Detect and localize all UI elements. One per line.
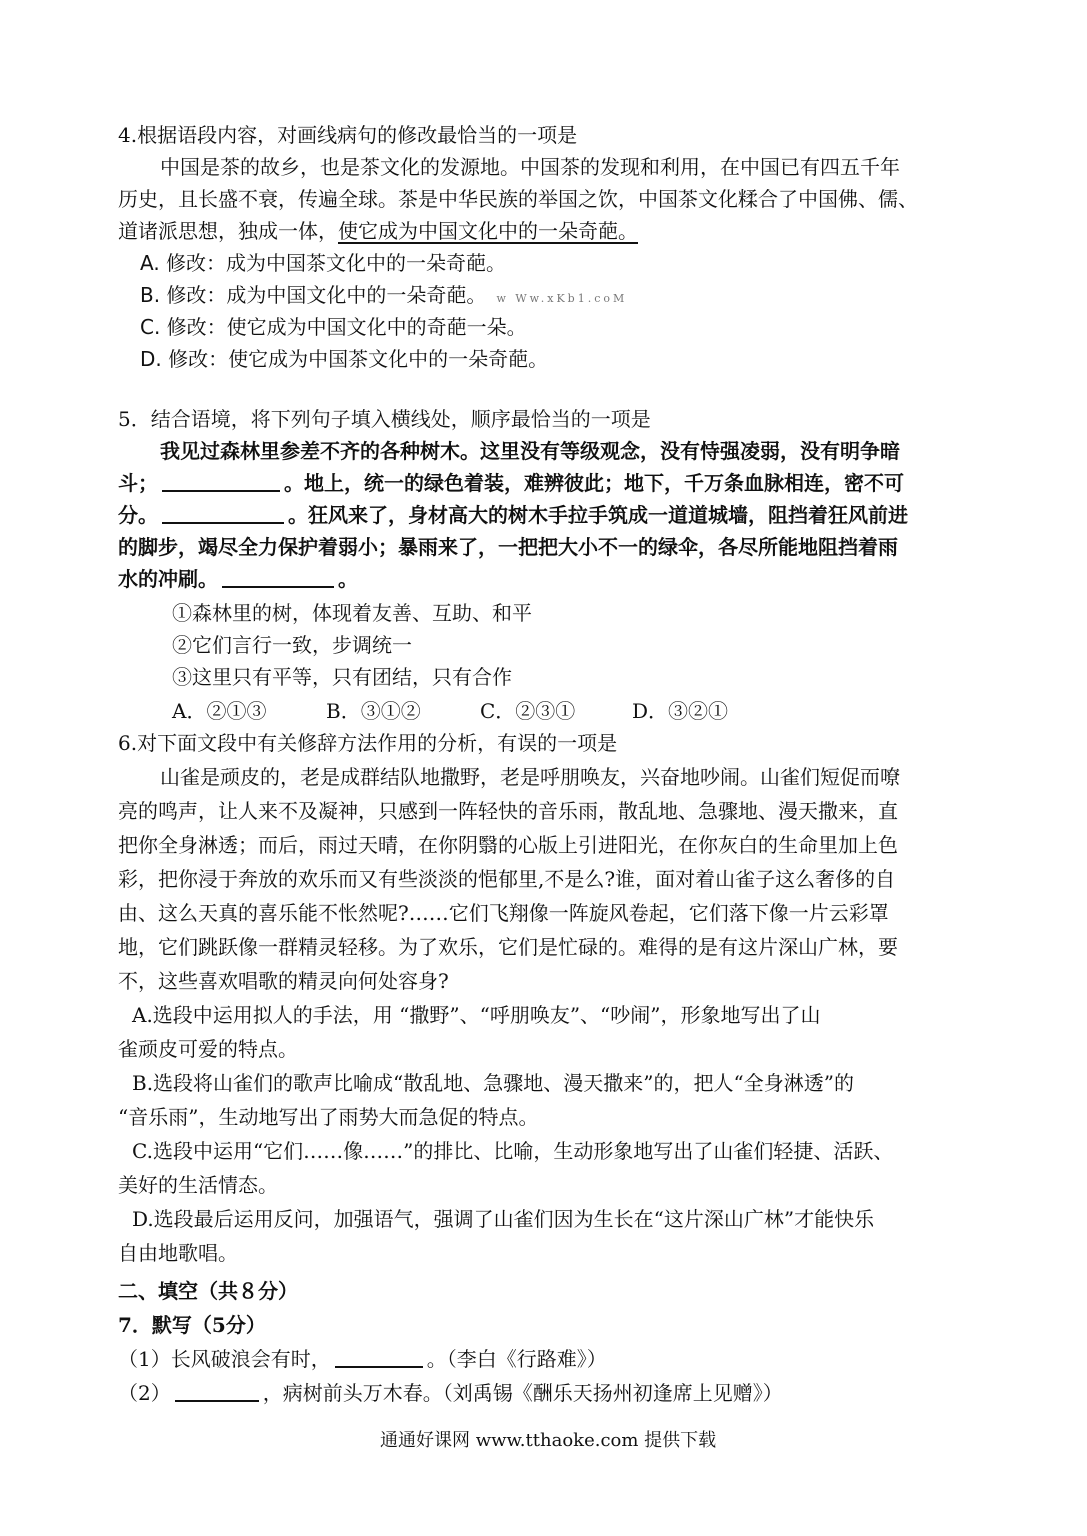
q4-passage-line: 中国是茶的故乡，也是茶文化的发源地。中国茶的发现和利用，在中国已有四五千年 [160,155,900,179]
q6-option-c-cont: 美好的生活情态。 [118,1173,278,1197]
answer-blank[interactable] [335,1344,423,1368]
q7-item-text: 。（李白《行路难》） [426,1347,607,1371]
q4-passage-line [118,216,638,246]
q5-sentence-1: ①森林里的树，体现着友善、互助、和平 [172,601,532,625]
q6-option-d-cont: 自由地歌唱。 [118,1241,238,1265]
q7-item-2 [118,1378,783,1408]
q6-option-b: B.选段将山雀们的歌声比喻成“散乱地、急骤地、漫天撒来”的，把人“全身淋透”的 [132,1071,854,1095]
q4-title: 4.根据语段内容，对画线病句的修改最恰当的一项是 [118,123,578,147]
q5-passage-text: 水的冲刷。 [118,567,218,591]
q6-passage-line: 彩，把你浸于奔放的欢乐而又有些淡淡的悒郁里,不是么?谁，面对着山雀子这么奢侈的自 [118,867,896,891]
q6-passage-line: 山雀是顽皮的，老是成群结队地撒野，老是呼朋唤友，兴奋地吵闹。山雀们短促而嘹 [160,765,900,789]
q4-option-d: D. 修改：使它成为中国茶文化中的一朵奇葩。 [140,347,549,371]
q6-passage-line: 不，这些喜欢唱歌的精灵向何处容身? [118,969,449,993]
q6-option-a: A.选段中运用拟人的手法，用 “撒野”、“呼朋唤友”、“吵闹”，形象地写出了山 [132,1003,821,1027]
q6-option-d: D.选段最后运用反问，加强语气，强调了山雀们因为生长在“这片深山广林”才能快乐 [132,1207,875,1231]
q5-passage-text: 。狂风来了，身材高大的树木手拉手筑成一道道城墙，阻挡着狂风前进 [288,503,908,527]
q5-title: 5．结合语境，将下列句子填入横线处，顺序最恰当的一项是 [118,407,651,431]
q7-title: 7．默写（5分） [118,1313,266,1337]
q5-passage-text: 。地上，统一的绿色着装，难辨彼此；地下，千万条血脉相连，密不可 [284,471,904,495]
q5-passage-line: 我见过森林里参差不齐的各种树木。这里没有等级观念，没有恃强凌弱，没有明争暗 [160,439,900,463]
q5-option-c: C．②③① [480,699,576,723]
q6-title: 6.对下面文段中有关修辞方法作用的分析，有误的一项是 [118,731,618,755]
q6-option-c: C.选段中运用“它们……像……”的排比、比喻，生动形象地写出了山雀们轻捷、活跃、 [132,1139,894,1163]
q5-option-d: D．③②① [632,699,729,723]
q6-option-a-cont: 雀顽皮可爱的特点。 [118,1037,298,1061]
q5-passage-text: 分。 [118,503,158,527]
q7-item-text: ，病树前头万木春。（刘禹锡《酬乐天扬州初逢席上见赠》） [262,1381,783,1405]
q5-passage-line: 的脚步，竭尽全力保护着弱小；暴雨来了，一把把大小不一的绿伞，各尽所能地阻挡着雨 [118,535,898,559]
q7-item-text: （1）长风破浪会有时， [118,1347,331,1371]
q6-option-b-cont: “音乐雨”，生动地写出了雨势大而急促的特点。 [118,1105,539,1129]
q6-passage-line: 亮的鸣声，让人来不及凝神，只感到一阵轻快的音乐雨，散乱地、急骤地、漫天撒来，直 [118,799,898,823]
q7-item-text: （2） [118,1381,171,1405]
q7-item-1 [118,1344,607,1374]
q5-passage-line [118,564,358,594]
q6-passage-line: 把你全身淋透；而后，雨过天晴，在你阴翳的心版上引进阳光，在你灰白的生命里加上色 [118,833,898,857]
q5-passage-text: 斗； [118,471,158,495]
q4-option-c: C. 修改：使它成为中国文化中的奇葩一朵。 [140,315,527,339]
section-2-title: 二、填空（共８分） [118,1279,298,1303]
q5-sentence-2: ②它们言行一致，步调统一 [172,633,412,657]
q4-option-b-line [140,280,627,314]
answer-blank[interactable] [222,564,334,588]
q4-option-a: A. 修改：成为中国茶文化中的一朵奇葩。 [140,251,507,275]
q5-passage-text: 。 [338,567,358,591]
q4-passage-line: 历史，且长盛不衰，传遍全球。茶是中华民族的举国之饮，中国茶文化糅合了中国佛、儒、 [118,187,918,211]
q5-sentence-3: ③这里只有平等，只有团结，只有合作 [172,665,512,689]
q5-option-b: B．③①② [326,699,421,723]
q6-passage-line: 由、这么天真的喜乐能不怅然呢?……它们飞翔像一阵旋风卷起，它们落下像一片云彩罩 [118,901,889,925]
q4-underlined-sentence: 使它成为中国文化中的一朵奇葩。 [338,219,638,243]
answer-blank[interactable] [162,500,284,524]
watermark-text: w Ww.xKb1.coM [496,292,628,305]
q4-passage-text: 道诸派思想，独成一体， [118,219,338,243]
page-footer: 通通好课网 www.tthaoke.com 提供下载 [380,1430,717,1451]
answer-blank[interactable] [175,1378,259,1402]
q5-passage-line [118,468,904,498]
q6-passage-line: 地，它们跳跃像一群精灵轻移。为了欢乐，它们是忙碌的。难得的是有这片深山广林，要 [118,935,898,959]
q5-passage-line [118,500,908,530]
q5-option-a: A．②①③ [172,699,267,723]
answer-blank[interactable] [162,468,280,492]
q4-option-b: B. 修改：成为中国文化中的一朵奇葩。 [140,283,487,307]
